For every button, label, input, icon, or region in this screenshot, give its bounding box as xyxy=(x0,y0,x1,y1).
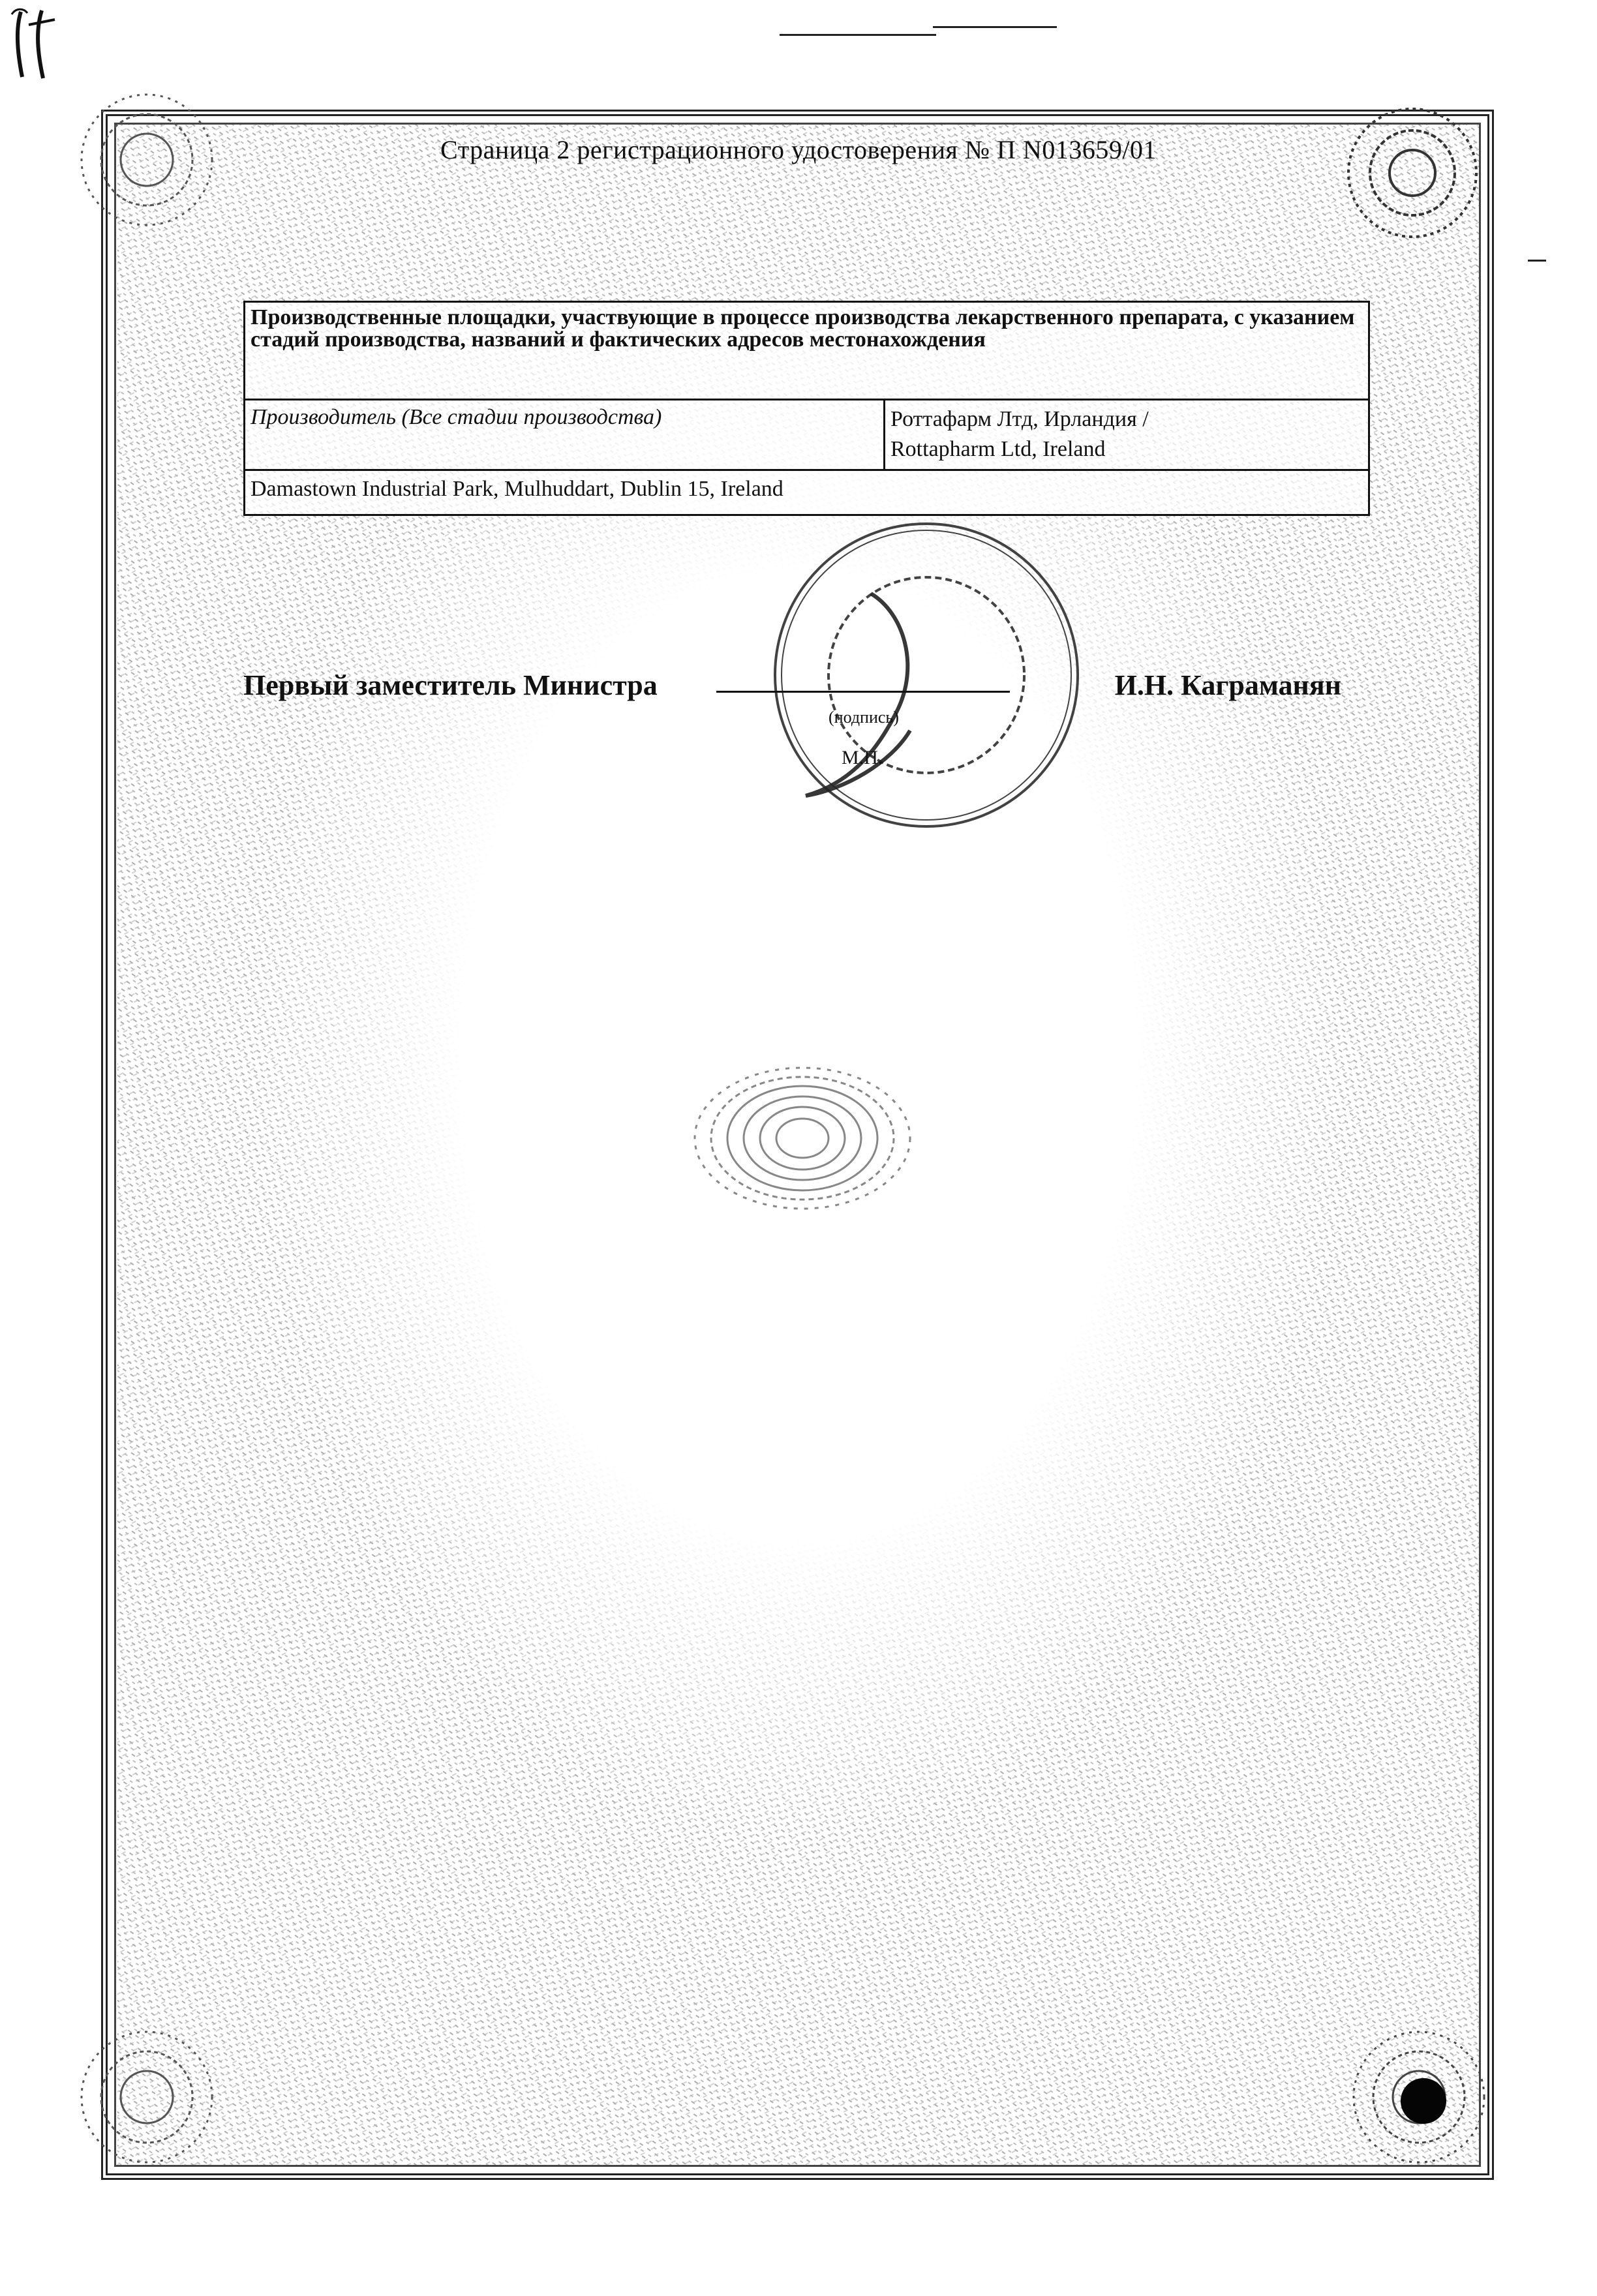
scan-edge-mark xyxy=(1528,260,1546,262)
seal-place-mark: М.П. xyxy=(842,747,883,768)
table-title-row xyxy=(245,303,1368,400)
page-header: Страница 2 регистрационного удостоверения № П N013659/01 xyxy=(440,135,1157,164)
corner-rosette-bottom-left xyxy=(65,2016,228,2179)
table-title: Производственные площадки, участвующие в процессе производства лекарственного препарата, с указанием стадий производства, названий и фактических адресов местонахождения xyxy=(251,305,1355,352)
manufacturer-address: Damastown Industrial Park, Mulhuddart, Dublin 15, Ireland xyxy=(251,477,783,501)
scan-edge-mark xyxy=(780,34,936,36)
manufacturer-name-cell xyxy=(885,400,1368,469)
table-row xyxy=(245,400,1368,471)
signatory-name: И.Н. Каграманян xyxy=(1114,669,1341,701)
signature-line xyxy=(716,691,1010,693)
signatory-position: Первый заместитель Министра xyxy=(243,669,658,701)
scan-edge-mark xyxy=(933,26,1057,28)
manufacturer-name-line-1: Роттафарм Лтд, Ирландия / xyxy=(890,407,1149,431)
black-dot-mark xyxy=(1401,2078,1446,2124)
signature-block xyxy=(243,669,1370,747)
corner-rosette-top-right xyxy=(1331,91,1494,254)
handwritten-page-mark xyxy=(9,5,81,83)
signature-caption: (подпись) xyxy=(829,708,899,727)
manufacturer-name-line-2: Rottapharm Ltd, Ireland xyxy=(890,437,1106,461)
manufacturer-role-cell: Производитель (Все стадии производства) xyxy=(245,400,885,469)
manufacturing-sites-table xyxy=(243,301,1370,516)
manufacturer-address-row xyxy=(245,471,1368,514)
